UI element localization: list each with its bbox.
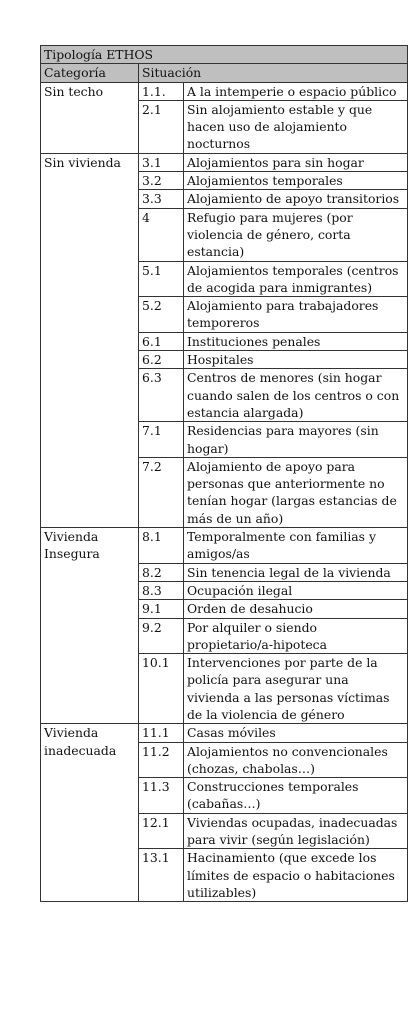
column-header-situacion: Situación xyxy=(139,64,408,82)
situation-description: Alojamientos no convencionales (chozas, chabolas…) xyxy=(184,742,408,778)
situation-code: 3.3 xyxy=(139,190,184,208)
situation-description: Alojamiento de apoyo transitorios xyxy=(184,190,408,208)
situation-description: Refugio para mujeres (por violencia de género, corta estancia) xyxy=(184,208,408,261)
situation-code: 11.1 xyxy=(139,724,184,742)
situation-code: 3.1 xyxy=(139,153,184,171)
situation-code: 11.3 xyxy=(139,778,184,814)
column-header-categoria: Categoría xyxy=(41,64,139,82)
situation-description: Ocupación ilegal xyxy=(184,581,408,599)
situation-description: Temporalmente con familias y amigos/as xyxy=(184,528,408,564)
situation-description: Orden de desahucio xyxy=(184,600,408,618)
category-cell: Sin vivienda xyxy=(41,153,139,527)
table-row xyxy=(41,724,408,742)
situation-description: Alojamientos temporales (centros de acogida para inmigrantes) xyxy=(184,261,408,297)
situation-code: 9.2 xyxy=(139,618,184,654)
table-row xyxy=(41,153,408,171)
ethos-typology-table xyxy=(40,45,408,902)
situation-code: 5.1 xyxy=(139,261,184,297)
situation-description: Construcciones temporales (cabañas…) xyxy=(184,778,408,814)
situation-description: Alojamientos temporales xyxy=(184,172,408,190)
situation-code: 8.1 xyxy=(139,528,184,564)
situation-description: A la intemperie o espacio público xyxy=(184,82,408,100)
situation-code: 10.1 xyxy=(139,654,184,724)
situation-description: Centros de menores (sin hogar cuando salen de los centros o con estancia alargada) xyxy=(184,369,408,422)
situation-code: 6.3 xyxy=(139,369,184,422)
situation-code: 6.2 xyxy=(139,351,184,369)
situation-code: 8.3 xyxy=(139,581,184,599)
situation-description: Sin alojamiento estable y que hacen uso de alojamiento nocturnos xyxy=(184,100,408,153)
situation-description: Alojamiento de apoyo para personas que anteriormente no tenían hogar (largas estancias de más de un año) xyxy=(184,457,408,527)
situation-description: Alojamientos para sin hogar xyxy=(184,153,408,171)
situation-description: Alojamiento para trabajadores temporeros xyxy=(184,297,408,333)
situation-code: 7.1 xyxy=(139,422,184,458)
situation-description: Intervenciones por parte de la policía para asegurar una vivienda a las personas víctimas de la violencia de género xyxy=(184,654,408,724)
situation-code: 3.2 xyxy=(139,172,184,190)
situation-description: Instituciones penales xyxy=(184,332,408,350)
situation-code: 9.1 xyxy=(139,600,184,618)
situation-code: 2.1 xyxy=(139,100,184,153)
situation-description: Sin tenencia legal de la vivienda xyxy=(184,563,408,581)
situation-description: Por alquiler o siendo propietario/a-hipoteca xyxy=(184,618,408,654)
situation-description: Residencias para mayores (sin hogar) xyxy=(184,422,408,458)
table-title: Tipología ETHOS xyxy=(41,46,408,64)
category-cell: Vivienda Insegura xyxy=(41,528,139,724)
situation-code: 5.2 xyxy=(139,297,184,333)
category-cell: Vivienda inadecuada xyxy=(41,724,139,902)
table-row xyxy=(41,82,408,100)
situation-code: 4 xyxy=(139,208,184,261)
situation-code: 7.2 xyxy=(139,457,184,527)
situation-description: Hospitales xyxy=(184,351,408,369)
situation-description: Hacinamiento (que excede los límites de espacio o habitaciones utilizables) xyxy=(184,849,408,902)
situation-code: 11.2 xyxy=(139,742,184,778)
situation-code: 6.1 xyxy=(139,332,184,350)
situation-code: 8.2 xyxy=(139,563,184,581)
situation-code: 1.1. xyxy=(139,82,184,100)
table-body xyxy=(41,82,408,902)
situation-code: 13.1 xyxy=(139,849,184,902)
situation-description: Casas móviles xyxy=(184,724,408,742)
situation-description: Viviendas ocupadas, inadecuadas para vivir (según legislación) xyxy=(184,813,408,849)
table-row xyxy=(41,528,408,564)
situation-code: 12.1 xyxy=(139,813,184,849)
category-cell: Sin techo xyxy=(41,82,139,153)
